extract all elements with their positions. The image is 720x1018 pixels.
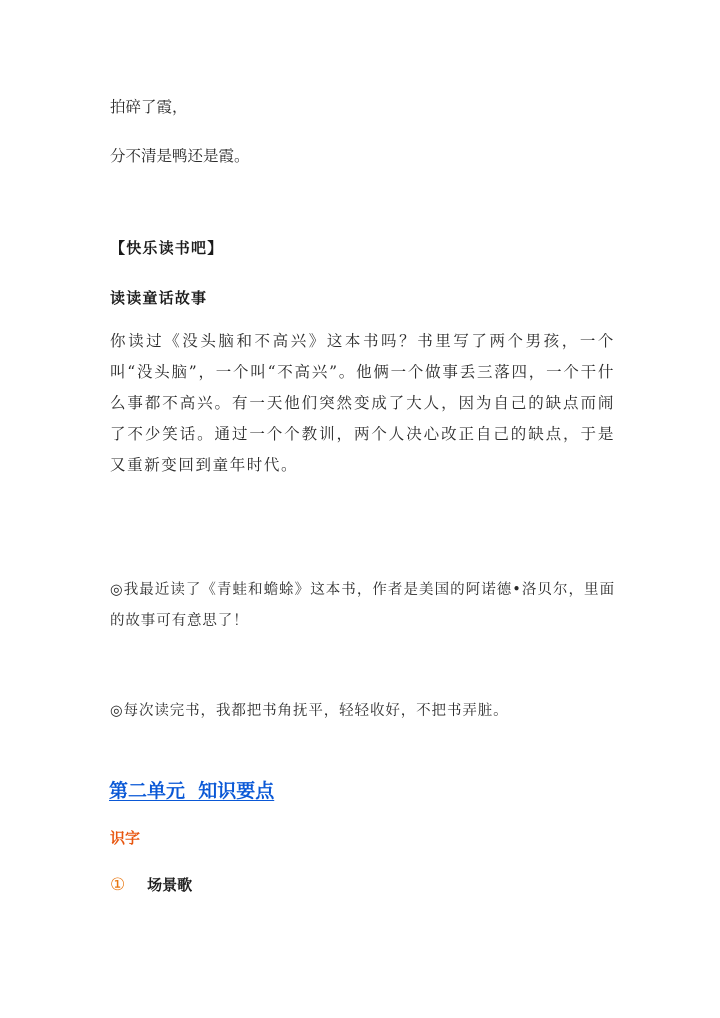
unit-title: 第二单元 知识要点 [109, 780, 275, 802]
sub-heading: 读读童话故事 [110, 289, 208, 307]
section-heading: 【快乐读书吧】 [110, 239, 224, 257]
lesson-item [110, 874, 192, 896]
lesson-label: 场景歌 [147, 876, 193, 894]
lesson-number: ① [110, 874, 126, 895]
story-paragraph: 你读过《没头脑和不高兴》这本书吗？书里写了两个男孩，一个叫“没头脑”，一个叫“不高兴”。他俩一个做事丢三落四，一个干什么事都不高兴。有一天他们突然变成了大人，因为自己的缺点而闹了不少笑话。通过一个个教训，两个人决心改正自己的缺点，于是又重新变回到童年时代。 [110, 332, 615, 474]
poem-line-2: 分不清是鸭还是霞。 [110, 147, 250, 165]
poem-line-1: 拍碎了霞， [110, 98, 188, 116]
reading-note-2: ◎每次读完书，我都把书角抚平，轻轻收好，不把书弄脏。 [110, 703, 509, 719]
section-label: 识字 [110, 829, 141, 847]
reading-note-1: ◎我最近读了《青蛙和蟾蜍》这本书，作者是美国的阿诺德•洛贝尔，里面的故事可有意思了！ [110, 582, 615, 629]
